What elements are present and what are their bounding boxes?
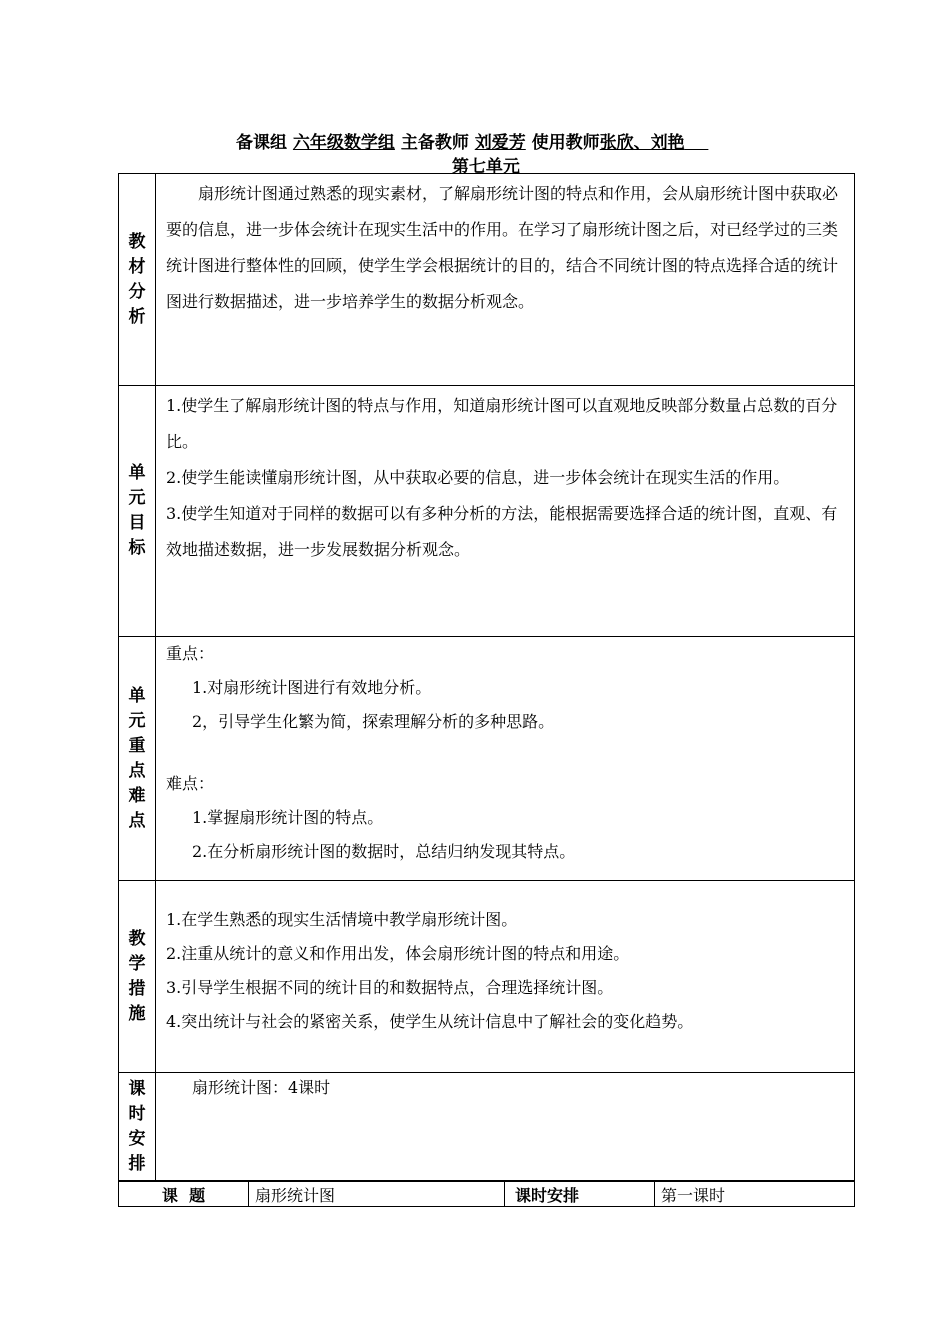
spacer — [166, 739, 846, 767]
content-cell-key-points — [156, 637, 855, 881]
label-measures: 教学措施 — [128, 928, 146, 1024]
label-cell-measures — [119, 881, 156, 1073]
lesson-row — [119, 1182, 855, 1207]
difficult-item-2: 2.在分析扇形统计图的数据时，总结归纳发现其特点。 — [192, 842, 576, 861]
content-cell-analysis — [156, 174, 855, 386]
content-cell-schedule — [156, 1073, 855, 1181]
label-cell-key-points — [119, 637, 156, 881]
row-schedule — [119, 1073, 855, 1181]
goal-item-2: 2.使学生能读懂扇形统计图，从中获取必要的信息，进一步体会统计在现实生活的作用。 — [166, 468, 790, 487]
topic-label: 课 题 — [119, 1182, 249, 1207]
label-schedule: 课时安排 — [128, 1078, 146, 1174]
goal-item-1: 1.使学生了解扇形统计图的特点与作用，知道扇形统计图可以直观地反映部分数量占总数的百分比。 — [166, 396, 838, 451]
row-measures — [119, 881, 855, 1073]
measure-item-4: 4.突出统计与社会的紧密关系，使学生从统计信息中了解社会的变化趋势。 — [166, 1012, 694, 1031]
analysis-text: 扇形统计图通过熟悉的现实素材，了解扇形统计图的特点和作用，会从扇形统计图中获取必要的信息，进一步体会统计在现实生活中的作用。在学习了扇形统计图之后，对已经学过的三类统计图进行整体性的回顾，使学生学会根据统计的目的，结合不同统计图的特点选择合适的统计图进行数据描述，进一步培养学生的数据分析观念。 — [166, 184, 839, 311]
label-analysis: 教材分析 — [128, 231, 146, 327]
key-item-1: 1.对扇形统计图进行有效地分析。 — [192, 678, 432, 697]
measure-item-1: 1.在学生熟悉的现实生活情境中教学扇形统计图。 — [166, 910, 518, 929]
label-cell-goals — [119, 386, 156, 637]
key-item-2: 2，引导学生化繁为简，探索理解分析的多种思路。 — [192, 712, 555, 731]
content-cell-goals — [156, 386, 855, 637]
label-key-points: 单元重点难点 — [128, 685, 146, 831]
difficult-item-1: 1.掌握扇形统计图的特点。 — [192, 808, 384, 827]
header-line — [236, 128, 708, 153]
header-main-teacher: 刘爱芳 — [474, 133, 526, 153]
plan-table — [118, 173, 855, 1181]
difficult-title: 难点： — [166, 774, 215, 793]
header-prefix: 备课组 — [236, 133, 293, 153]
header-trailing — [685, 133, 709, 153]
header-group: 六年级数学组 — [292, 133, 395, 153]
schedule-value: 第一课时 — [655, 1182, 855, 1207]
label-cell-analysis — [119, 174, 156, 386]
label-goals: 单元目标 — [128, 463, 146, 558]
row-analysis — [119, 174, 855, 386]
lesson-row-table — [118, 1181, 855, 1207]
row-goals — [119, 386, 855, 637]
header-use-teacher-label: 使用教师 — [525, 133, 600, 153]
schedule-text: 扇形统计图：4课时 — [192, 1078, 331, 1097]
label-cell-schedule — [119, 1073, 156, 1181]
measure-item-2: 2.注重从统计的意义和作用出发，体会扇形统计图的特点和用途。 — [166, 944, 630, 963]
content-cell-measures — [156, 881, 855, 1073]
measure-item-3: 3.引导学生根据不同的统计目的和数据特点，合理选择统计图。 — [166, 978, 614, 997]
goal-item-3: 3.使学生知道对于同样的数据可以有多种分析的方法，能根据需要选择合适的统计图，直观、有效地描述数据，进一步发展数据分析观念。 — [166, 504, 838, 559]
row-key-points — [119, 637, 855, 881]
schedule-label: 课时安排 — [505, 1182, 655, 1207]
header-main-teacher-label: 主备教师 — [394, 133, 475, 153]
topic-value: 扇形统计图 — [249, 1182, 505, 1207]
unit-title: 第七单元 — [440, 157, 532, 177]
header-use-teacher: 张欣、刘艳 — [599, 133, 685, 153]
key-title: 重点： — [166, 644, 215, 663]
